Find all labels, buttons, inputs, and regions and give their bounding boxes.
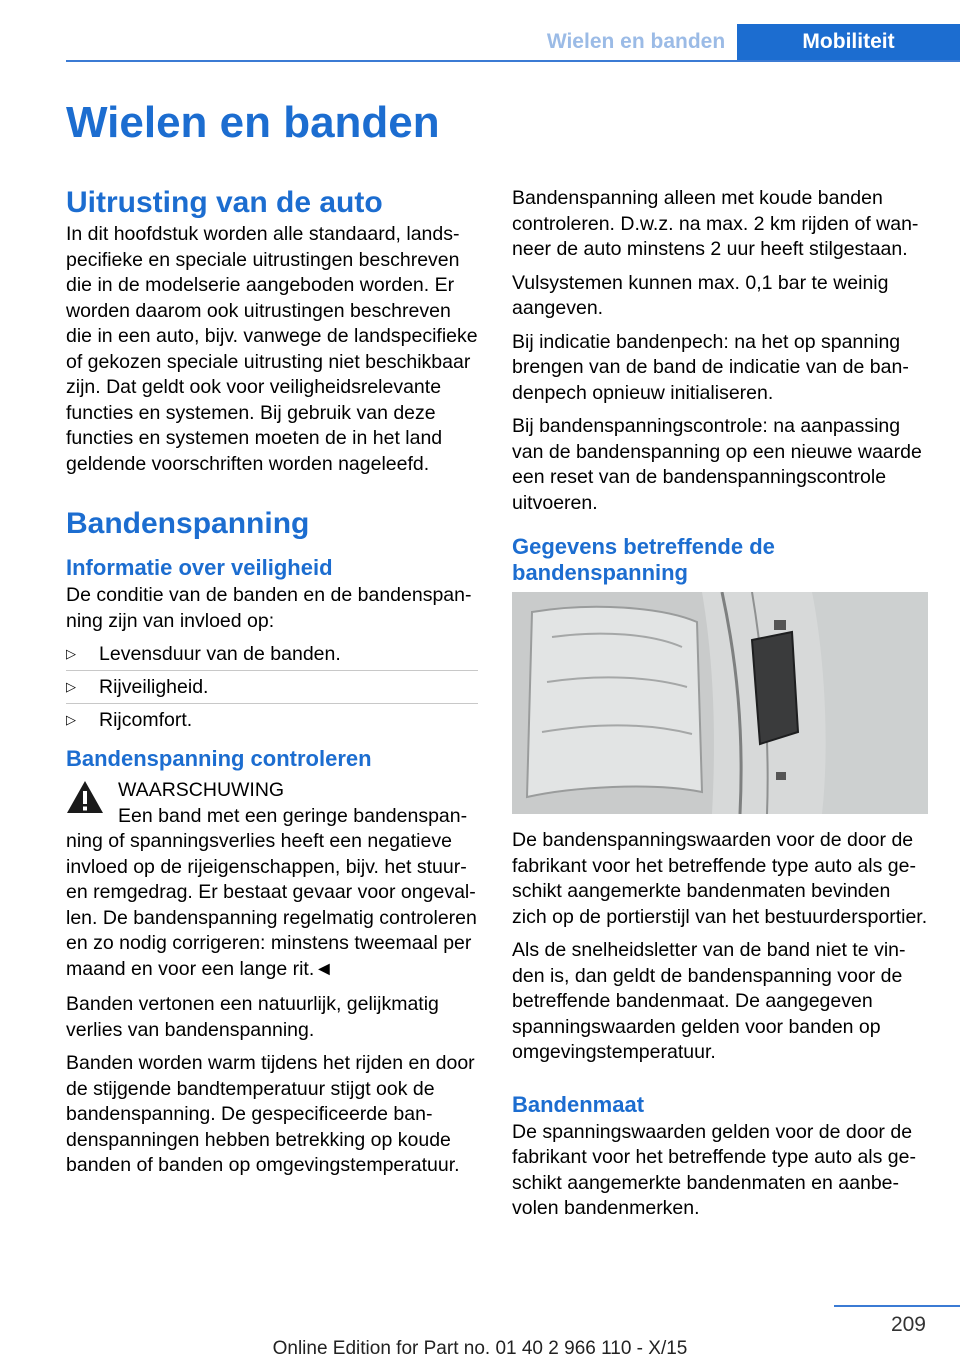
paragraph-pressure-loss: Banden vertonen een natuurlijk, gelijkmatig verlies van bandenspanning. [66,993,439,1041]
door-pillar-photo [512,592,928,814]
right-column [512,186,928,1230]
section-tab: Wielen en banden [546,30,726,53]
triangle-right-icon: ▷ [66,646,76,661]
triangle-right-icon: ▷ [66,679,76,694]
list-item [66,638,478,671]
header-rule [66,60,960,62]
bullet-list [66,638,478,736]
left-column [66,186,478,1187]
list-item-text: Levensduur van de banden. [99,643,341,665]
warning-body: ning of spanningsverlies heeft een negatieve invloed op de rijeigenschappen, bijv. het stuur- en remgedrag. Er bestaat gevaar voor ongevallen. De bandenspanning regelmatig controleren en zo nodig corrigeren: minstens tweemaal per maand en voor een lange rit.◄ [66,830,477,980]
paragraph-cold-tires: Bandenspanning alleen met koude banden controleren. D.w.z. na max. 2 km rijden of wanneer de auto minstens 2 uur heeft stilgestaan. [512,187,919,260]
chapter-tab: Mobiliteit [737,24,960,60]
paragraph-fill-systems: Vulsystemen kunnen max. 0,1 bar te weinig aangeven. [512,271,889,319]
page-number: 209 [890,1313,926,1336]
warning-block [66,778,478,829]
paragraph-speed-letter: Als de snelheidsletter van de band niet te vinden is, dan geldt de bandenspanning voor de betreffende bandenmaat. De aangegeven spanningswaarden gelden voor banden op omgevingstemperatuur. [512,939,906,1063]
paragraph-monitor-reset: Bij bandenspanningscontrole: na aanpassing van de bandenspanning op een nieuwe waarde een reset van de bandenspanningscontrole uitvoeren. [512,415,922,514]
heading-equipment: Uitrusting van de auto [66,186,383,219]
heading-tire-size: Bandenmaat [512,1091,645,1117]
paragraph-puncture: Bij indicatie bandenpech: na het op spanning brengen van de band de indicatie van de bandenpech opnieuw initialiseren. [512,330,909,404]
page-title: Wielen en banden [66,98,440,147]
edition-footer: Online Edition for Part no. 01 40 2 966 110 - X/15 [272,1338,688,1359]
triangle-right-icon: ▷ [66,712,76,727]
list-item [66,704,478,736]
list-item [66,671,478,704]
heading-pressure-data: Gegevens betreffende de bandenspanning [512,534,775,585]
paragraph-warm-tires: Banden worden warm tijdens het rijden en door de stijgende bandtemperatuur stijgt ook de bandenspanning. De gespecificeerde bandenspanningen hebben betrekking op koude banden of banden op omgevingstemperatuur. [66,1052,475,1176]
heading-check-pressure: Bandenspanning controleren [66,746,372,771]
heading-safety-info: Informatie over veiligheid [66,555,333,580]
list-item-text: Rijveiligheid. [99,676,209,698]
paragraph-equipment: In dit hoofdstuk worden alle standaard, landspecifieke en speciale uitrustingen beschreven die in de modelserie aangeboden worden. Er worden daarom ook uitrustingen beschreven die in een auto, bijv. vanwege de landspecifieke of gekozen speciale uitrusting niet beschikbaar zijn. Dat geldt ook voor veiligheidsrelevante functies en systemen. Bij gebruik van deze functies en systemen moeten de in het land geldende voorschriften worden nageleefd. [66,223,478,475]
warning-triangle-icon [66,780,104,814]
list-item-text: Rijcomfort. [99,709,193,731]
paragraph-pressure-values: De bandenspanningswaarden voor de door de fabrikant voor het betreffende type auto als geschikt aangemerkte bandenmaten bevinden zich op de portierstijl van het bestuurdersportier. [512,829,928,928]
warning-lead: Een band met een geringe bandenspan- [118,804,468,827]
footer-rule [834,1305,960,1307]
warning-title: WAARSCHUWING [118,779,285,801]
paragraph-tire-size: De spanningswaarden gelden voor de door de fabrikant voor het betreffende type auto als geschikt aangemerkte bandenmaten en aanbevolen bandenmerken. [512,1120,916,1219]
heading-tire-pressure: Bandenspanning [66,507,310,540]
paragraph-safety: De conditie van de banden en de bandenspanning zijn van invloed op: [66,584,472,632]
